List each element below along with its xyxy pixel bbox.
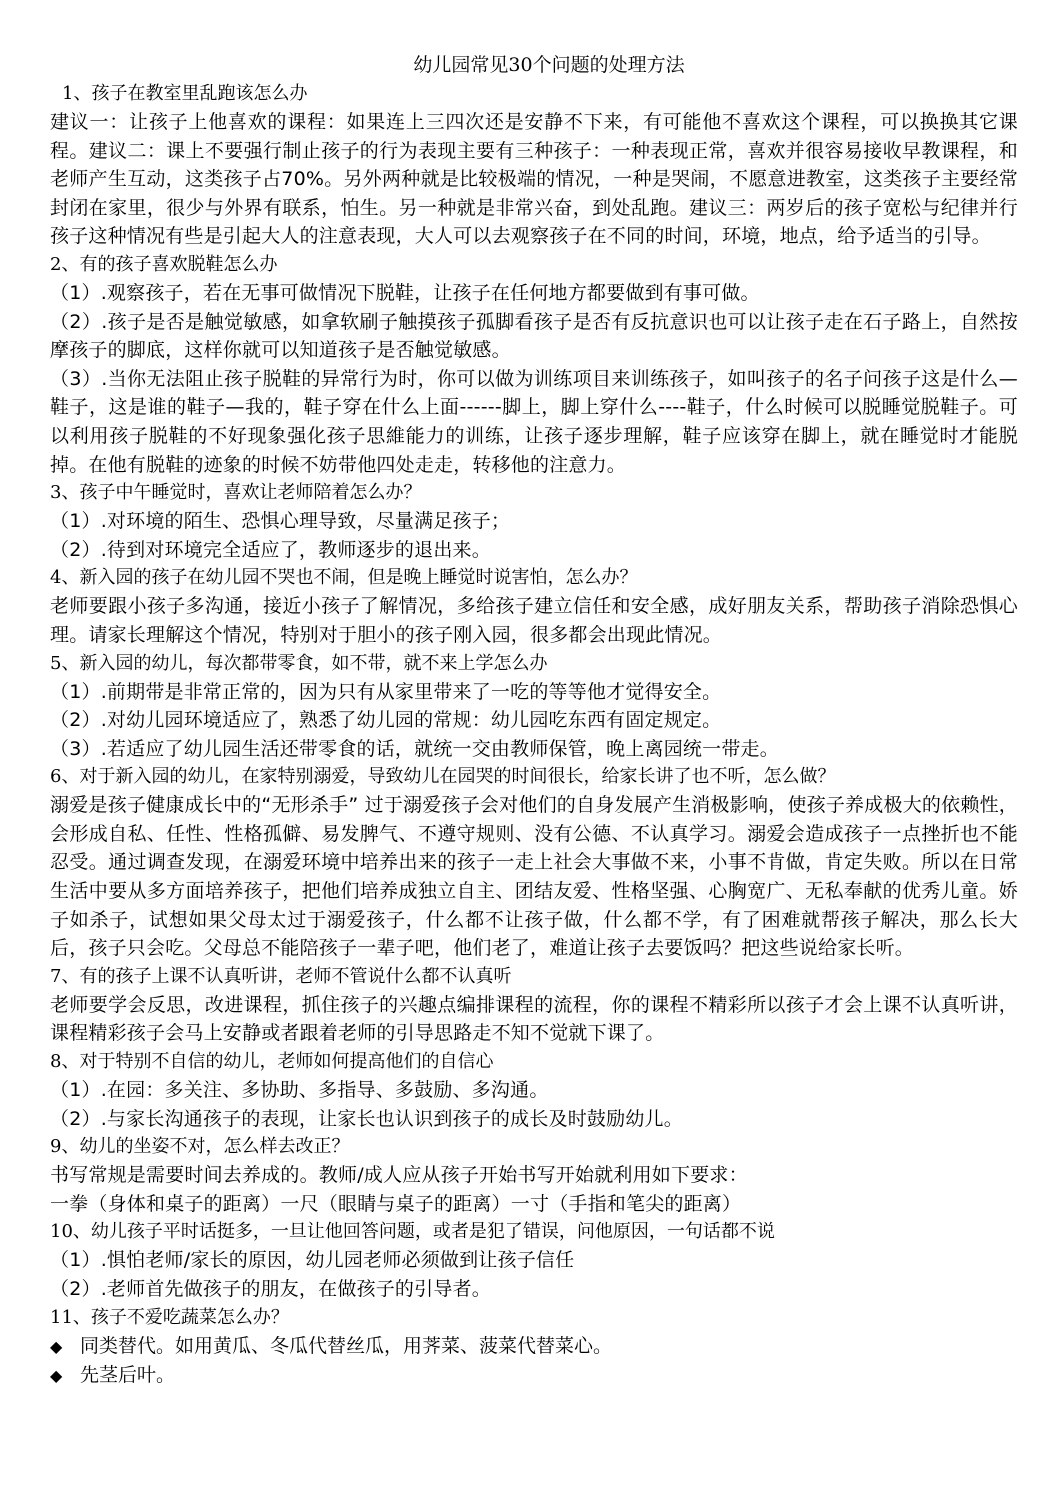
section-paragraph: 老师要跟小孩子多沟通，接近小孩子了解情况，多给孩子建立信任和安全感，成好朋友关系，帮助孩子消除恐惧心理。请家长理解这个情况，特别对于胆小的孩子刚入园，很多都会出现此情况。	[50, 595, 1018, 646]
list-item: （1）.对环境的陌生、恐惧心理导致，尽量满足孩子；	[50, 510, 511, 533]
section-heading: 7、有的孩子上课不认真听讲，老师不管说什么都不认真听	[50, 965, 512, 987]
section-heading: 3、孩子中午睡觉时，喜欢让老师陪着怎么办？	[50, 482, 422, 504]
section-paragraph: 老师要学会反思，改进课程，抓住孩子的兴趣点编排课程的流程，你的课程不精彩所以孩子才会上课不认真听讲，课程精彩孩子会马上安静或者跟着老师的引导思路走不知不觉就下课了。	[50, 993, 1018, 1045]
bullet-item	[50, 1361, 1018, 1391]
section-heading: 5、新入园的幼儿，每次都带零食，如不带，就不来上学怎么办	[50, 652, 548, 674]
section-paragraph: 一拳（身体和桌子的距离）一尺（眼睛与桌子的距离）一寸（手指和笔尖的距离）	[50, 1192, 742, 1215]
bullet-item	[50, 1332, 1018, 1362]
list-item: （2）.老师首先做孩子的朋友，在做孩子的引导者。	[50, 1278, 491, 1300]
section-paragraph: 溺爱是孩子健康成长中的“无形杀手” 过于溺爱孩子会对他们的自身发展产生消极影响，使孩子养成极大的依赖性，会形成自私、任性、性格孤僻、易发脾气、不遵守规则、没有公德、不认真学习。溺爱会造成孩子一点挫折也不能忍受。通过调查发现，在溺爱环境中培养出来的孩子一走上社会大事做不来，小事不肯做，肯定失败。所以在日常生活中要从多方面培养孩子，把他们培养成独立自主、团结友爱、性格坚强、心胸宽广、无私奉献的优秀儿童。娇子如杀子，试想如果父母太过于溺爱孩子，什么都不让孩子做，什么都不学，有了困难就帮孩子解决，那么长大后，孩子只会吃。父母总不能陪孩子一辈子吧，他们老了，难道让孩子去要饭吗？把这些说给家长听。	[50, 794, 1018, 960]
section-heading: 2、有的孩子喜欢脱鞋怎么办	[50, 253, 278, 275]
list-item: （3）.若适应了幼儿园生活还带零食的话，就统一交由教师保管，晚上离园统一带走。	[50, 737, 779, 760]
diamond-bullet-icon: ◆	[50, 1336, 63, 1356]
bullet-text: 同类替代。如用黄瓜、冬瓜代替丝瓜，用荠菜、菠菜代替菜心。	[80, 1334, 613, 1357]
list-item: （2）.对幼儿园环境适应了，熟悉了幼儿园的常规：幼儿园吃东西有固定规定。	[50, 709, 722, 732]
page-title: 幼儿园常见30个问题的处理方法	[413, 54, 685, 76]
diamond-bullet-icon: ◆	[50, 1366, 63, 1386]
list-item: （1）.前期带是非常正常的，因为只有从家里带来了一吃的等等他才觉得安全。	[50, 680, 722, 703]
list-item: （1）.观察孩子，若在无事可做情况下脱鞋，让孩子在任何地方都要做到有事可做。	[50, 281, 760, 304]
list-item: （1）.惧怕老师/家长的原因，幼儿园老师必须做到让孩子信任	[50, 1249, 575, 1272]
section-heading: 9、幼儿的坐姿不对，怎么样去改正？	[50, 1136, 350, 1158]
section-paragraph: 书写常规是需要时间去养成的。教师/成人应从孩子开始书写开始就利用如下要求：	[50, 1164, 748, 1187]
list-item: （2）.孩子是否是触觉敏感，如拿软刷子触摸孩子孤脚看孩子是否有反抗意识也可以让孩子走在石子路上，自然按摩孩子的脚底，这样你就可以知道孩子是否触觉敏感。	[50, 310, 1018, 362]
section-paragraph: 建议一：让孩子上他喜欢的课程：如果连上三四次还是安静不下来，有可能他不喜欢这个课程，可以换换其它课程。建议二：课上不要强行制止孩子的行为表现主要有三种孩子：一种表现正常，喜欢并很容易接收早教课程，和老师产生互动，这类孩子占70%。另外两种就是比较极端的情况，一种是哭闹，不愿意进教室，这类孩子主要经常封闭在家里，很少与外界有联系，怕生。另一种就是非常兴奋，到处乱跑。建议三：两岁后的孩子宽松与纪律并行 孩子这种情况有些是引起大人的注意表现，大人可以去观察孩子在不同的时间，环境，地点，给予适当的引导。	[50, 111, 1018, 248]
bullet-text: 先茎后叶。	[80, 1364, 176, 1387]
section-heading: 6、对于新入园的幼儿，在家特别溺爱，导致幼儿在园哭的时间很长，给家长讲了也不听，怎么做？	[50, 766, 836, 788]
section-heading: 11、孩子不爱吃蔬菜怎么办？	[50, 1306, 289, 1328]
list-item: （1）.在园：多关注、多协助、多指导、多鼓励、多沟通。	[50, 1079, 549, 1102]
section-heading: 10、幼儿孩子平时话挺多，一旦让他回答问题，或者是犯了错误，问他原因，一句话都不说	[50, 1221, 775, 1243]
document-page	[50, 50, 1018, 1391]
list-item: （2）.待到对环境完全适应了，教师逐步的退出来。	[50, 538, 491, 561]
section-heading: 4、新入园的孩子在幼儿园不哭也不闹，但是晚上睡觉时说害怕，怎么办？	[50, 567, 638, 589]
list-item: （3）.当你无法阻止孩子脱鞋的异常行为时，你可以做为训练项目来训练孩子，如叫孩子的名子问孩子这是什么—鞋子，这是谁的鞋子—我的，鞋子穿在什么上面------脚上，脚上穿什么----鞋子，什么时候可以脱睡觉脱鞋子。可以利用孩子脱鞋的不好现象强化孩子思維能力的训练，让孩子逐步理解，鞋子应该穿在脚上，就在睡觉时才能脱掉。在他有脱鞋的迹象的时候不妨带他四处走走，转移他的注意力。	[50, 367, 1018, 476]
list-item: （2）.与家长沟通孩子的表现，让家长也认识到孩子的成长及时鼓励幼儿。	[50, 1107, 683, 1130]
section-heading: 8、对于特别不自信的幼儿，老师如何提高他们的自信心	[50, 1051, 494, 1073]
section-heading: 1、孩子在教室里乱跑该怎么办	[62, 83, 308, 104]
